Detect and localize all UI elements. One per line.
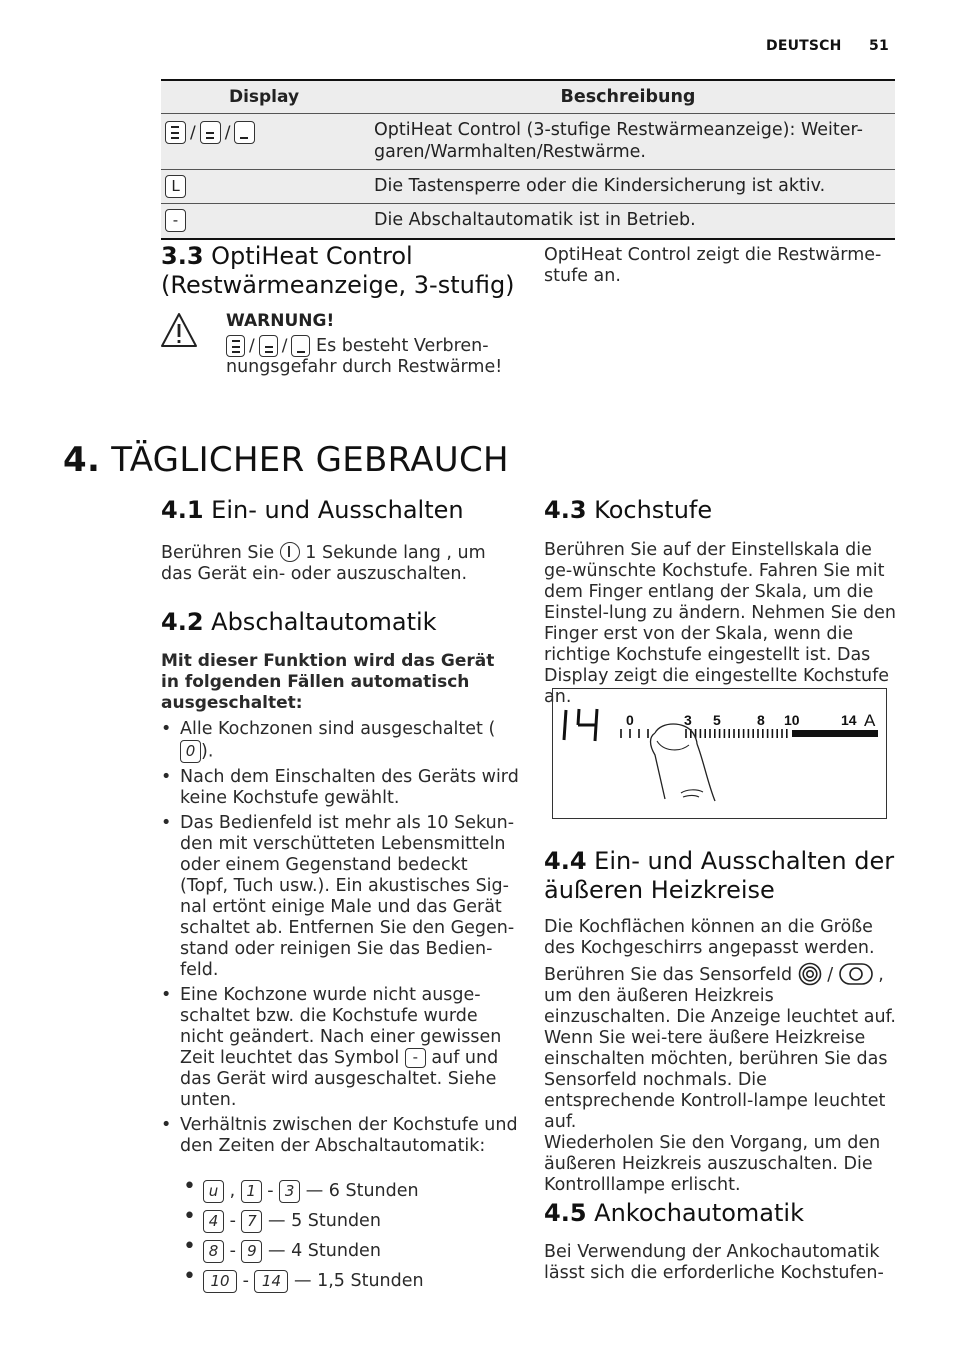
section-4-5-heading (544, 1199, 804, 1228)
table-cell-symbols (161, 175, 367, 203)
table-header-row (161, 81, 895, 114)
list-item: • Das Bedienfeld ist mehr als 10 Sekun-den mit verschütteten Lebensmitteln oder einem Gegenstand bedeckt (Topf, Tuch usw.). Ein akustisches Sig-nal ertönt einige Male und das Gerät schaltet ab. Entfernen Sie den Gegen-stand oder reinigen Sie das Bedien-feld. (161, 813, 521, 981)
paragraph: Berühren Sie das Sensorfeld / , um den äußeren Heizkreis einzuschalten. Die Anzeige leuchtet auf. Wenn Sie wei-tere äußere Heizkreise einschalten möchten, berühren Sie das Sensorfeld nochmals. Die entsprechende Kontroll-lampe leuchtet auf. (544, 962, 899, 1133)
section-number: 4.3 (544, 496, 587, 524)
table-row (161, 114, 895, 170)
table-cell-description: Die Tastensperre oder die Kindersicherung ist aktiv. (374, 176, 826, 196)
section-4-2-heading (161, 608, 437, 637)
chapter-heading (63, 440, 509, 480)
item-text: Alle Kochzonen sind ausgeschaltet ( (180, 719, 496, 739)
level-symbol-icon: 9 (241, 1240, 262, 1263)
heat-level-2-icon (259, 335, 278, 357)
scale-label: A (864, 711, 876, 730)
sub-list-item: • 10 - 14 — 1,5 Stunden (183, 1266, 513, 1296)
cooking-level-figure (552, 688, 887, 819)
duration-text: — 4 Stunden (268, 1241, 381, 1261)
chapter-number: 4. (63, 440, 101, 480)
sub-list-item: • 4 - 7 — 5 Stunden (183, 1206, 513, 1236)
scale-label: 0 (626, 712, 634, 728)
scale-label: 3 (684, 712, 692, 728)
duration-text: — 5 Stunden (268, 1211, 381, 1231)
section-number: 4.2 (161, 608, 204, 636)
section-4-2-intro: Mit dieser Funktion wird das Gerät in folgenden Fällen automatisch ausgeschaltet: (161, 651, 495, 713)
display-table (161, 79, 895, 240)
table-cell-symbols (161, 209, 367, 238)
section-number: 4.4 (544, 847, 587, 875)
text-before: Berühren Sie das Sensorfeld (544, 965, 793, 985)
section-3-3-heading (161, 242, 521, 300)
heat-level-2-icon (200, 121, 221, 144)
scale-label: 14 (841, 712, 857, 728)
fingernail (657, 741, 689, 750)
lock-symbol-icon: L (165, 175, 186, 198)
warning-body: / / Es besteht Verbren-nungsgefahr durch Restwärme! (226, 335, 503, 377)
scale-labels (626, 711, 876, 730)
sub-list-item: • u , 1 - 3 — 6 Stunden (183, 1176, 513, 1206)
section-number: 4.5 (544, 1199, 587, 1227)
level-symbol-icon: 14 (254, 1270, 288, 1293)
level-symbol-icon: 7 (241, 1210, 262, 1233)
section-4-3-heading (544, 496, 712, 525)
list-item: • Nach dem Einschalten des Geräts wird keine Kochstufe gewählt. (161, 767, 521, 809)
finger-outline (651, 733, 716, 801)
heat-level-1-icon (234, 121, 255, 144)
section-title: Ein- und Ausschalten (211, 496, 464, 524)
level-symbol-icon: 8 (203, 1240, 224, 1263)
level-symbol-icon: 3 (279, 1180, 300, 1203)
item-text-end: auf und das Gerät wird ausgeschaltet. Siehe unten. (180, 1048, 499, 1110)
table-row (161, 204, 895, 238)
item-text-end: ). (201, 741, 214, 762)
warning-icon (160, 312, 198, 348)
table-header-display: Display (228, 87, 300, 107)
section-4-1-text (161, 542, 501, 585)
section-4-4-heading (544, 847, 899, 905)
level-symbol-icon: 10 (203, 1270, 237, 1293)
duration-text: — 6 Stunden (305, 1181, 419, 1201)
triple-ring-sensor-icon (798, 962, 822, 986)
auto-off-symbol-icon: - (165, 209, 186, 232)
scale-label: 5 (713, 712, 721, 728)
heat-level-1-icon (291, 335, 310, 357)
heat-level-3-icon (165, 121, 186, 144)
chapter-title: TÄGLICHER GEBRAUCH (111, 440, 509, 480)
level-symbol-icon: 4 (203, 1210, 224, 1233)
section-4-5-text: Bei Verwendung der Ankochautomatik lässt sich die erforderliche Kochstufen- (544, 1242, 884, 1283)
list-item (161, 719, 521, 763)
scale-label: 8 (757, 712, 765, 728)
scale-label: 10 (784, 712, 800, 728)
dash-symbol-icon: - (405, 1048, 426, 1068)
section-title: Ankochautomatik (594, 1199, 804, 1227)
section-4-1-heading (161, 496, 464, 525)
auto-off-list (161, 719, 521, 1161)
oval-ring-sensor-icon (839, 962, 873, 986)
header-language: DEUTSCH (766, 38, 842, 54)
table-cell-description: OptiHeat Control (3-stufige Restwärmeanzeige): Weiter-garen/Warmhalten/Restwärme. (374, 120, 863, 162)
table-row (161, 170, 895, 204)
sub-list-item: • 8 - 9 — 4 Stunden (183, 1236, 513, 1266)
list-item: • Verhältnis zwischen der Kochstufe und den Zeiten der Abschaltautomatik: (161, 1115, 521, 1157)
paragraph: Die Kochflächen können an die Größe des Kochgeschirrs angepasst werden. (544, 917, 875, 958)
scale-ticks (621, 729, 787, 738)
power-icon (280, 542, 300, 562)
table-header-description: Beschreibung (560, 87, 696, 107)
warning-label: WARNUNG! (226, 311, 335, 331)
list-item (161, 985, 521, 1111)
scale-bar (792, 730, 878, 737)
section-4-3-text: Berühren Sie auf der Einstellskala die ge-wünschte Kochstufe. Fahren Sie mit dem Finger entlang der Skala, um die Einstel-lung zu ändern. Nehmen Sie den Finger erst von der Skala, wenn die richtige Kochstufe eingestellt ist. Das Display zeigt die eingestellte Kochstufe an. (544, 540, 896, 707)
section-3-3-text: OptiHeat Control zeigt die Restwärme-stufe an. (544, 245, 882, 286)
section-number: 4.1 (161, 496, 204, 524)
section-title: OptiHeat Control (Restwärmeanzeige, 3-stufig) (161, 242, 515, 299)
level-symbol-icon: 1 (241, 1180, 262, 1203)
warning-text: Es besteht Verbren-nungsgefahr durch Restwärme! (226, 336, 503, 377)
table-cell-symbols: / / (161, 119, 367, 169)
zero-symbol-icon: 0 (180, 740, 201, 763)
item-text: Eine Kochzone wurde nicht ausge-schaltet bzw. die Kochstufe wurde nicht geändert. Nach einer gewissen Zeit leuchtet das Symbol (180, 985, 502, 1068)
section-number: 3.3 (161, 242, 204, 270)
section-title: Kochstufe (594, 496, 713, 524)
level-display-icon (564, 709, 597, 741)
level-time-list (183, 1176, 513, 1296)
duration-text: — 1,5 Stunden (294, 1271, 424, 1291)
table-cell-description: Die Abschaltautomatik ist in Betrieb. (374, 210, 696, 230)
control-panel-illustration (553, 689, 885, 817)
text-after: , um den äußeren Heizkreis einzuschalten. Die Anzeige leuchtet auf. Wenn Sie wei-tere äußere Heizkreise einschalten möchten, berühren Sie das Sensorfeld nochmals. Die entsprechende Kontroll-lampe leuchtet auf. (544, 965, 896, 1132)
level-symbol-icon: u (203, 1180, 224, 1203)
section-title: Ein- und Ausschalten der äußeren Heizkreise (544, 847, 895, 904)
page-number: 51 (869, 38, 889, 54)
paragraph: Wiederholen Sie den Vorgang, um den äußeren Heizkreis auszuschalten. Die Kontrolllampe erlischt. (544, 1133, 881, 1195)
text-before: Berühren Sie (161, 543, 275, 563)
section-title: Abschaltautomatik (211, 608, 437, 636)
section-4-4-text (544, 917, 899, 1196)
text-after: 1 Sekunde lang , um das Gerät ein- oder auszuschalten. (161, 543, 486, 584)
heat-level-3-icon (226, 335, 245, 357)
